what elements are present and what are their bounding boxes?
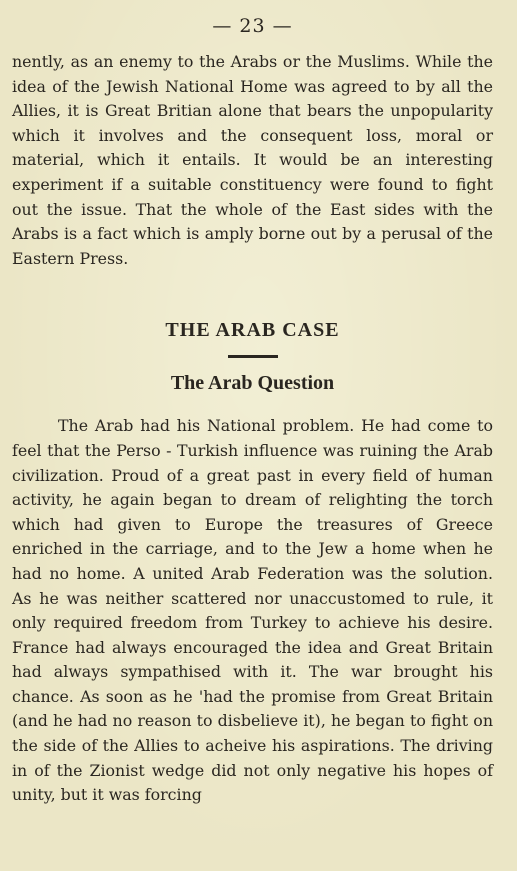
page-number: — 23 — xyxy=(212,15,293,37)
intro-paragraph: nently, as an enemy to the Arabs or the Muslims. While the idea of the Jewish National Home was agreed to by all the Allies, it is Great Britian alone that bears the unpopularity which it involves and the consequent loss, moral or material, which it entails. It would be an interesting experiment if a suitable constituency were found to fight out the issue. That the whole of the East sides with the Arabs is a fact which is amply borne out by a perusal of the Eastern Press. xyxy=(12,52,493,268)
section-title: THE ARAB CASE xyxy=(165,319,340,342)
body-paragraph: The Arab had his National problem. He had come to feel that the Perso - Turkish influence was ruining the Arab civilization. Proud of a great past in every field of human activity, he again began to dream of relighting the torch which had given to Europe the treasures of Greece enriched in the carriage, and to the Jew a home when he had no home. A united Arab Federation was the solution. As he was neither scattered nor unaccustomed to rule, it only required freedom from Turkey to achieve his desire. France had always encouraged the idea and Great Britain had always sympathised with it. The war brought his chance. As soon as he 'had the promise from Great Britain (and he had no reason to disbelieve it), he began to fight on the side of the Allies to acheive his aspirations. The driving in of the Zionist wedge did not only negative his hopes of unity, but it was forcing xyxy=(12,416,493,805)
section-divider xyxy=(228,355,278,358)
section-subtitle: The Arab Question xyxy=(170,372,335,395)
